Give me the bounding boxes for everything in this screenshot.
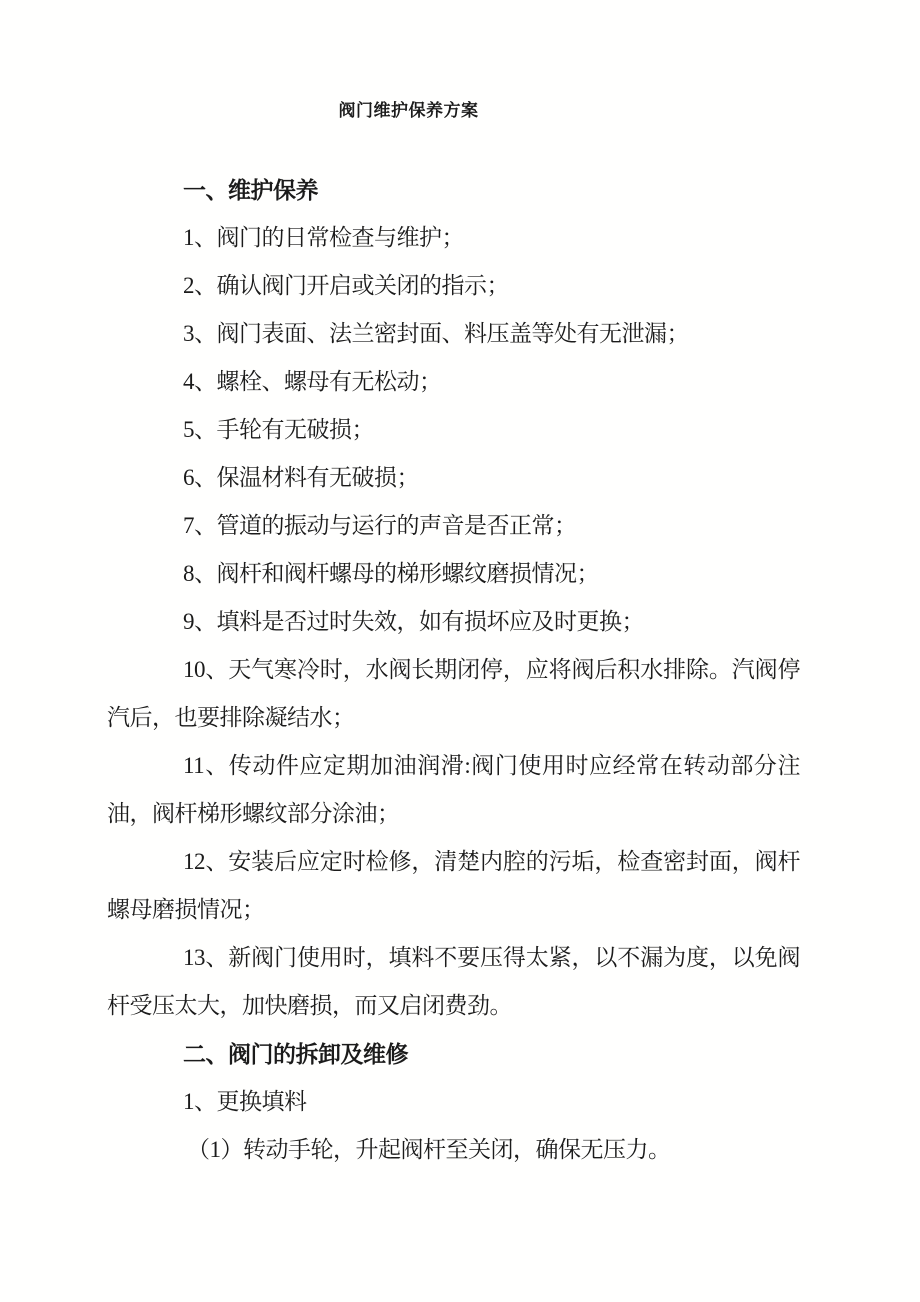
- maintenance-item: 1、阀门的日常检查与维护；: [183, 225, 464, 250]
- section-heading-maintenance: 一、维护保养: [183, 177, 318, 203]
- maintenance-item: 11、传动件应定期加油润滑:阀门使用时应经常在转动部分注油，阀杆梯形螺纹部分涂油；: [107, 753, 800, 826]
- maintenance-item: 3、阀门表面、法兰密封面、料压盖等处有无泄漏；: [183, 321, 689, 346]
- document-body: [107, 166, 800, 1174]
- maintenance-item: 4、螺栓、螺母有无松动；: [183, 369, 442, 394]
- maintenance-item: 7、管道的振动与运行的声音是否正常；: [183, 513, 577, 538]
- document-title: 阀门维护保养方案: [338, 101, 479, 120]
- maintenance-item: 10、天气寒冷时，水阀长期闭停，应将阀后积水排除。汽阀停汽后，也要排除凝结水；: [107, 657, 800, 730]
- repair-step: （1）转动手轮，升起阀杆至关闭，确保无压力。: [187, 1137, 671, 1162]
- maintenance-item: 5、手轮有无破损；: [183, 417, 374, 442]
- maintenance-item: 12、安装后应定时检修，清楚内腔的污垢，检查密封面，阀杆螺母磨损情况；: [107, 849, 800, 922]
- maintenance-item: 6、保温材料有无破损；: [183, 465, 419, 490]
- repair-item: 1、更换填料: [183, 1089, 307, 1114]
- maintenance-item: 13、新阀门使用时，填料不要压得太紧，以不漏为度，以免阀杆受压太大，加快磨损，而又启闭费劲。: [107, 945, 800, 1018]
- maintenance-item: 2、确认阀门开启或关闭的指示；: [183, 273, 509, 298]
- maintenance-item: 9、填料是否过时失效，如有损坏应及时更换；: [183, 609, 644, 634]
- section-heading-disassembly-repair: 二、阀门的拆卸及维修: [183, 1041, 408, 1067]
- maintenance-item: 8、阀杆和阀杆螺母的梯形螺纹磨损情况；: [183, 561, 599, 586]
